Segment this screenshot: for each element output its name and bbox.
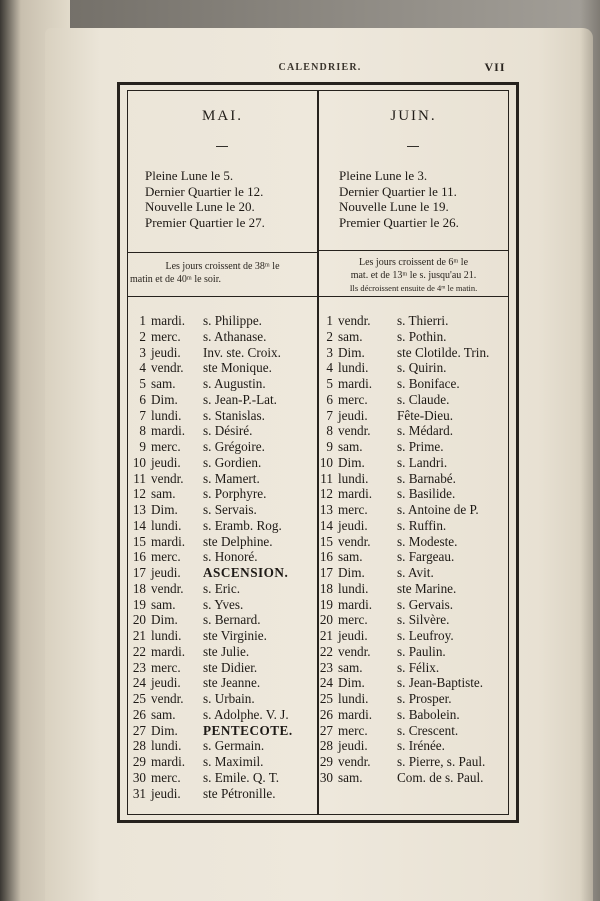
- day-row: [319, 597, 508, 613]
- rule-after-note-right: [319, 296, 508, 297]
- weekday: vendr.: [151, 580, 184, 596]
- rule-after-phases-left: [128, 252, 317, 253]
- day-list-may: [128, 313, 317, 801]
- saint-name: s. Barnabé.: [397, 470, 456, 486]
- weekday: mardi.: [151, 533, 186, 549]
- weekday: merc.: [151, 328, 181, 344]
- day-number: 5: [326, 376, 333, 391]
- day-row: [128, 534, 317, 550]
- weekday: jeudi.: [338, 517, 368, 533]
- day-row: [128, 518, 317, 534]
- weekday: Dim.: [338, 454, 365, 470]
- saint-name: s. Modeste.: [397, 533, 458, 549]
- month-title-may: MAI.: [202, 108, 243, 124]
- day-row: [319, 675, 508, 691]
- day-number: 25: [132, 691, 146, 706]
- day-number: 2: [326, 328, 333, 344]
- day-number: 9: [326, 439, 333, 454]
- day-number: 15: [132, 533, 146, 549]
- note-line: matin et de 40ᵐ le soir.: [130, 274, 221, 285]
- day-row: [319, 691, 508, 707]
- saint-name: s. Philippe.: [203, 313, 262, 328]
- phase-line: Nouvelle Lune le 19.: [339, 199, 449, 214]
- day-row: [128, 329, 317, 345]
- day-row: [319, 770, 508, 786]
- day-number: 16: [319, 549, 333, 565]
- weekday: jeudi.: [151, 675, 181, 691]
- weekday: mardi.: [151, 643, 186, 659]
- day-number: 20: [319, 612, 333, 628]
- rule-after-phases-right: [319, 250, 508, 251]
- saint-name: ste Didier.: [203, 659, 258, 675]
- weekday: sam.: [338, 769, 363, 785]
- day-row: [319, 660, 508, 676]
- day-number: 11: [320, 470, 333, 486]
- weekday: vendr.: [338, 313, 371, 328]
- day-number: 18: [132, 580, 146, 596]
- day-number: 13: [319, 502, 333, 517]
- saint-name: s. Athanase.: [203, 328, 267, 344]
- day-row: [319, 392, 508, 408]
- day-row: [319, 345, 508, 361]
- day-row: [319, 565, 508, 581]
- day-row: [128, 628, 317, 644]
- day-number: 3: [326, 344, 333, 360]
- weekday: vendr.: [151, 360, 184, 376]
- saint-name: s. Paulin.: [397, 643, 446, 659]
- saint-name: s. Crescent.: [397, 722, 459, 738]
- note-line: Les jours croissent de 38ᵐ le: [165, 261, 280, 272]
- day-row: [319, 534, 508, 550]
- day-number: 21: [319, 628, 333, 643]
- saint-name: s. Mamert.: [203, 470, 260, 486]
- weekday: vendr.: [338, 643, 371, 659]
- day-row: [128, 786, 317, 802]
- saint-name: s. Félix.: [397, 659, 440, 675]
- weekday: lundi.: [338, 691, 369, 706]
- day-row: [128, 691, 317, 707]
- day-number: 26: [132, 706, 146, 722]
- day-row: [319, 313, 508, 329]
- day-number: 24: [132, 675, 146, 691]
- phase-line: Dernier Quartier le 11.: [339, 183, 457, 199]
- day-number: 18: [319, 580, 333, 596]
- phase-line: Pleine Lune le 3.: [339, 168, 428, 183]
- saint-name: s. Irénée.: [397, 738, 445, 754]
- saint-name: s. Yves.: [203, 596, 244, 612]
- weekday: vendr.: [338, 533, 371, 549]
- day-number: 12: [132, 486, 146, 502]
- saint-name: ste Delphine.: [203, 533, 273, 549]
- day-row: [319, 723, 508, 739]
- phase-line: Pleine Lune le 5.: [145, 168, 234, 183]
- weekday: merc.: [151, 439, 181, 454]
- saint-name: s. Porphyre.: [203, 486, 267, 502]
- day-row: [319, 455, 508, 471]
- day-number: 6: [139, 391, 146, 407]
- title-dash-may: [216, 146, 228, 147]
- day-list-june: [319, 313, 508, 786]
- saint-name: s. Fargeau.: [397, 549, 455, 565]
- saint-name: ste Clotilde. Trin.: [397, 344, 490, 360]
- day-row: [128, 376, 317, 392]
- day-number: 2: [139, 328, 146, 344]
- weekday: mardi.: [338, 376, 373, 391]
- saint-name: s. Désiré.: [203, 423, 253, 439]
- weekday: Dim.: [338, 565, 365, 580]
- day-number: 24: [319, 675, 333, 691]
- saint-name: s. Jean-Baptiste.: [397, 675, 484, 691]
- weekday: merc.: [338, 502, 368, 517]
- saint-name: PENTECOTE.: [203, 722, 293, 738]
- weekday: lundi.: [151, 407, 182, 423]
- weekday: sam.: [151, 376, 176, 391]
- day-row: [128, 502, 317, 518]
- saint-name: s. Prosper.: [397, 691, 452, 706]
- running-head: CALENDRIER.: [278, 62, 362, 73]
- saint-name: s. Adolphe. V. J.: [203, 706, 289, 722]
- day-number: 17: [319, 565, 333, 580]
- day-row: [319, 612, 508, 628]
- day-number: 14: [132, 517, 146, 533]
- day-row: [319, 360, 508, 376]
- day-number: 26: [319, 706, 333, 722]
- day-number: 22: [132, 643, 146, 659]
- saint-name: s. Claude.: [397, 391, 450, 407]
- note-line: Les jours croissent de 6ᵐ le: [358, 257, 469, 268]
- saint-name: s. Jean-P.-Lat.: [203, 391, 277, 407]
- day-row: [319, 581, 508, 597]
- saint-name: s. Augustin.: [203, 376, 266, 391]
- saint-name: s. Bernard.: [203, 612, 261, 628]
- day-row: [319, 439, 508, 455]
- day-number: 30: [319, 769, 333, 785]
- day-row: [128, 408, 317, 424]
- day-row: [128, 455, 317, 471]
- title-dash-june: [407, 146, 419, 147]
- weekday: sam.: [338, 439, 363, 454]
- day-number: 27: [319, 722, 333, 738]
- day-row: [319, 408, 508, 424]
- phase-line: Premier Quartier le 27.: [145, 214, 265, 230]
- day-number: 31: [132, 785, 146, 801]
- weekday: jeudi.: [151, 344, 181, 360]
- day-number: 6: [326, 391, 333, 407]
- note-line: Ils décroissent ensuite de 4ᵐ le matin.: [349, 283, 478, 293]
- weekday: jeudi.: [151, 565, 181, 580]
- saint-name: s. Eric.: [203, 580, 240, 596]
- weekday: jeudi.: [151, 785, 181, 801]
- weekday: lundi.: [151, 628, 182, 643]
- day-row: [128, 597, 317, 613]
- day-number: 13: [132, 502, 146, 517]
- weekday: vendr.: [338, 423, 371, 439]
- day-row: [319, 376, 508, 392]
- day-row: [128, 360, 317, 376]
- day-number: 4: [326, 360, 333, 376]
- weekday: merc.: [338, 612, 368, 628]
- day-row: [319, 738, 508, 754]
- saint-name: s. Emile. Q. T.: [203, 769, 280, 785]
- saint-name: ste Monique.: [203, 360, 272, 376]
- saint-name: s. Thierri.: [397, 313, 449, 328]
- day-row: [319, 549, 508, 565]
- weekday: sam.: [338, 549, 363, 565]
- weekday: sam.: [338, 659, 363, 675]
- phase-line: Dernier Quartier le 12.: [145, 183, 264, 199]
- saint-name: s. Leufroy.: [397, 628, 454, 643]
- day-number: 22: [319, 643, 333, 659]
- day-row: [128, 439, 317, 455]
- day-row: [319, 628, 508, 644]
- day-number: 29: [132, 754, 146, 769]
- day-number: 17: [132, 565, 146, 580]
- page-shadow: [580, 0, 600, 901]
- saint-name: s. Pierre, s. Paul.: [397, 754, 486, 769]
- day-number: 21: [132, 628, 146, 643]
- saint-name: s. Servais.: [203, 502, 257, 517]
- day-row: [128, 565, 317, 581]
- saint-name: s. Urbain.: [203, 691, 255, 706]
- day-row: [128, 660, 317, 676]
- saint-name: s. Basilide.: [397, 486, 456, 502]
- saint-name: s. Maximil.: [203, 754, 264, 769]
- weekday: Dim.: [151, 502, 178, 517]
- daylight-note-june: [319, 256, 508, 295]
- weekday: merc.: [338, 722, 368, 738]
- saint-name: ste Marine.: [397, 580, 457, 596]
- day-number: 23: [132, 659, 146, 675]
- weekday: sam.: [151, 706, 176, 722]
- weekday: merc.: [338, 391, 368, 407]
- day-row: [128, 486, 317, 502]
- day-number: 10: [319, 454, 333, 470]
- saint-name: s. Landri.: [397, 454, 448, 470]
- weekday: jeudi.: [338, 738, 368, 754]
- day-number: 27: [132, 722, 146, 738]
- saint-name: s. Médard.: [397, 423, 454, 439]
- day-number: 11: [133, 470, 146, 486]
- saint-name: s. Boniface.: [397, 376, 460, 391]
- saint-name: s. Antoine de P.: [397, 502, 479, 517]
- day-number: 12: [319, 486, 333, 502]
- saint-name: s. Quirin.: [397, 360, 447, 376]
- saint-name: ste Pétronille.: [203, 785, 276, 801]
- day-row: [128, 549, 317, 565]
- day-row: [319, 502, 508, 518]
- weekday: merc.: [151, 549, 181, 565]
- weekday: mardi.: [338, 596, 373, 612]
- weekday: sam.: [151, 486, 176, 502]
- weekday: sam.: [338, 328, 363, 344]
- saint-name: s. Prime.: [397, 439, 444, 454]
- day-row: [128, 723, 317, 739]
- day-row: [319, 644, 508, 660]
- saint-name: s. Eramb. Rog.: [203, 517, 282, 533]
- weekday: jeudi.: [338, 628, 368, 643]
- day-number: 20: [132, 612, 146, 628]
- day-number: 16: [132, 549, 146, 565]
- weekday: lundi.: [338, 360, 369, 376]
- note-line: mat. et de 13ᵐ le s. jusqu'au 21.: [350, 270, 477, 281]
- weekday: mardi.: [338, 706, 373, 722]
- day-number: 7: [139, 407, 146, 423]
- saint-name: s. Avit.: [397, 565, 434, 580]
- day-row: [128, 313, 317, 329]
- moon-phases-may: [145, 168, 265, 230]
- daylight-note-may: [128, 260, 317, 286]
- phase-line: Nouvelle Lune le 20.: [145, 199, 255, 214]
- day-row: [319, 423, 508, 439]
- weekday: lundi.: [338, 470, 369, 486]
- saint-name: s. Pothin.: [397, 328, 447, 344]
- saint-name: s. Silvère.: [397, 612, 450, 628]
- weekday: jeudi.: [151, 454, 181, 470]
- weekday: lundi.: [151, 738, 182, 754]
- saint-name: s. Stanislas.: [203, 407, 265, 423]
- day-number: 29: [319, 754, 333, 769]
- weekday: merc.: [151, 769, 181, 785]
- day-row: [319, 518, 508, 534]
- weekday: mardi.: [338, 486, 373, 502]
- saint-name: Inv. ste. Croix.: [203, 344, 281, 360]
- saint-name: Com. de s. Paul.: [397, 769, 484, 785]
- day-number: 1: [139, 313, 146, 328]
- weekday: Dim.: [151, 722, 178, 738]
- saint-name: s. Babolein.: [397, 706, 460, 722]
- weekday: merc.: [151, 659, 181, 675]
- day-number: 1: [326, 313, 333, 328]
- moon-phases-june: [339, 168, 459, 230]
- day-number: 8: [139, 423, 146, 439]
- saint-name: s. Germain.: [203, 738, 265, 754]
- weekday: Dim.: [338, 675, 365, 691]
- day-number: 10: [132, 454, 146, 470]
- day-row: [319, 754, 508, 770]
- weekday: mardi.: [151, 754, 186, 769]
- saint-name: s. Ruffin.: [397, 517, 447, 533]
- day-row: [128, 612, 317, 628]
- weekday: lundi.: [338, 580, 369, 596]
- weekday: Dim.: [338, 344, 365, 360]
- day-number: 3: [139, 344, 146, 360]
- day-number: 14: [319, 517, 333, 533]
- weekday: vendr.: [151, 470, 184, 486]
- day-number: 23: [319, 659, 333, 675]
- day-row: [319, 471, 508, 487]
- weekday: Dim.: [151, 391, 178, 407]
- day-row: [319, 329, 508, 345]
- day-row: [319, 707, 508, 723]
- weekday: sam.: [151, 596, 176, 612]
- day-row: [128, 675, 317, 691]
- weekday: vendr.: [338, 754, 371, 769]
- weekday: vendr.: [151, 691, 184, 706]
- day-row: [128, 345, 317, 361]
- day-row: [128, 707, 317, 723]
- weekday: mardi.: [151, 423, 186, 439]
- day-row: [128, 581, 317, 597]
- day-number: 8: [326, 423, 333, 439]
- day-number: 9: [139, 439, 146, 454]
- day-row: [128, 392, 317, 408]
- saint-name: s. Grégoire.: [203, 439, 265, 454]
- weekday: lundi.: [151, 517, 182, 533]
- day-number: 25: [319, 691, 333, 706]
- saint-name: ste Julie.: [203, 643, 250, 659]
- day-row: [128, 738, 317, 754]
- day-row: [128, 423, 317, 439]
- day-number: 15: [319, 533, 333, 549]
- saint-name: s. Honoré.: [203, 549, 258, 565]
- month-title-june: JUIN.: [390, 108, 437, 124]
- day-number: 30: [132, 769, 146, 785]
- saint-name: s. Gordien.: [203, 454, 262, 470]
- day-number: 7: [326, 407, 333, 423]
- rule-after-note-left: [128, 296, 317, 297]
- saint-name: ste Jeanne.: [203, 675, 261, 691]
- day-number: 4: [139, 360, 146, 376]
- day-number: 19: [132, 596, 146, 612]
- saint-name: ste Virginie.: [203, 628, 267, 643]
- saint-name: ASCENSION.: [203, 565, 289, 580]
- saint-name: Fête-Dieu.: [397, 407, 454, 423]
- day-row: [128, 644, 317, 660]
- phase-line: Premier Quartier le 26.: [339, 214, 459, 230]
- weekday: mardi.: [151, 313, 186, 328]
- day-number: 5: [139, 376, 146, 391]
- page-number: VII: [484, 60, 506, 74]
- day-row: [128, 471, 317, 487]
- weekday: jeudi.: [338, 407, 368, 423]
- day-number: 28: [132, 738, 146, 754]
- day-number: 28: [319, 738, 333, 754]
- day-row: [128, 770, 317, 786]
- day-number: 19: [319, 596, 333, 612]
- day-row: [319, 486, 508, 502]
- day-row: [128, 754, 317, 770]
- weekday: Dim.: [151, 612, 178, 628]
- saint-name: s. Gervais.: [397, 596, 454, 612]
